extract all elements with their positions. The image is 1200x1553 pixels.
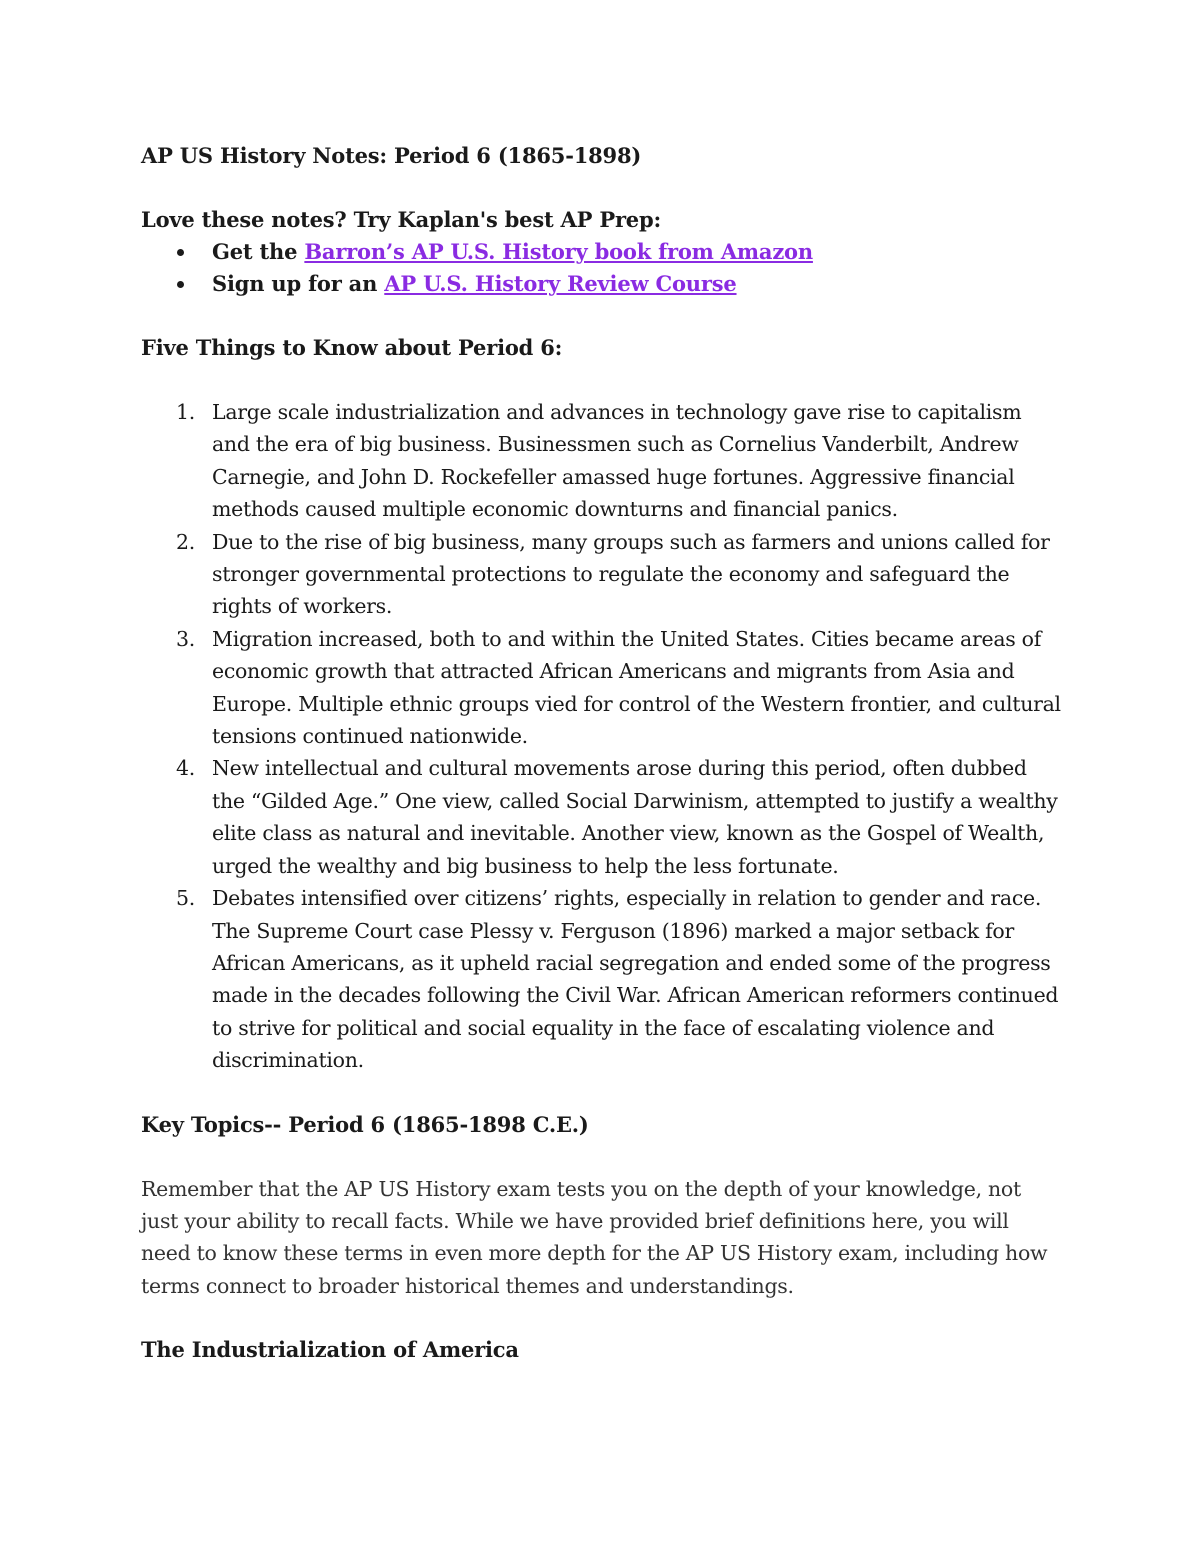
list-item-number: 5. — [176, 886, 195, 911]
promo-list — [141, 236, 1061, 300]
document-page — [141, 140, 1061, 1366]
list-item — [141, 882, 1061, 1076]
promo-item-prefix: Sign up for an — [212, 271, 385, 296]
list-item-text: Large scale industrialization and advances in technology gave rise to capitalism and the era of big business. Businessmen such as Cornelius Vanderbilt, Andrew Carnegie, and John D. Rockefeller amassed huge fortunes. Aggressive financial methods caused multiple economic downturns and financial panics. — [212, 400, 1022, 522]
five-things-list — [141, 396, 1061, 1077]
list-item — [141, 526, 1061, 623]
promo-item — [141, 236, 1061, 268]
promo-item — [141, 268, 1061, 300]
barrons-book-link[interactable]: Barron’s AP U.S. History book from Amazon — [304, 239, 813, 264]
list-item-number: 3. — [176, 626, 195, 651]
list-item — [141, 396, 1061, 526]
list-item — [141, 752, 1061, 882]
list-item-number: 4. — [176, 756, 195, 781]
five-things-heading: Five Things to Know about Period 6: — [141, 335, 563, 360]
list-item-number: 2. — [176, 529, 195, 554]
industrialization-heading: The Industrialization of America — [141, 1337, 519, 1363]
list-item-text: New intellectual and cultural movements arose during this period, often dubbed the “Gilded Age.” One view, called Social Darwinism, attempted to justify a wealthy elite class as natural and inevitable. Another view, known as the Gospel of Wealth, urged the wealthy and big business to help the less fortunate. — [212, 756, 1058, 878]
list-item-number: 1. — [176, 400, 195, 424]
bullet-icon — [177, 281, 184, 288]
bullet-icon — [177, 249, 184, 256]
document-title: AP US History Notes: Period 6 (1865-1898) — [141, 143, 642, 168]
list-item — [141, 623, 1061, 753]
key-topics-heading: Key Topics-- Period 6 (1865-1898 C.E.) — [141, 1111, 589, 1137]
review-course-link[interactable]: AP U.S. History Review Course — [384, 271, 737, 296]
promo-item-prefix: Get the — [212, 239, 305, 264]
list-item-text: Migration increased, both to and within the United States. Cities became areas of economic growth that attracted African Americans and migrants from Asia and Europe. Multiple ethnic groups vied for control of the Western frontier, and cultural tensions continued nationwide. — [212, 626, 1061, 749]
key-topics-body: Remember that the AP US History exam tests you on the depth of your knowledge, not just your ability to recall facts. While we have provided brief definitions here, you will need to know these terms in even more depth for the AP US History exam, including how terms connect to broader historical themes and understandings. — [141, 1176, 1048, 1298]
list-item-text: Due to the rise of big business, many groups such as farmers and unions called for stronger governmental protections to regulate the economy and safeguard the rights of workers. — [212, 529, 1050, 619]
list-item-text: Debates intensified over citizens’ rights, especially in relation to gender and race. The Supreme Court case Plessy v. Ferguson (1896) marked a major setback for African Americans, as it upheld racial segregation and ended some of the progress made in the decades following the Civil War. African American reformers continued to strive for political and social equality in the face of escalating violence and discrimination. — [212, 886, 1059, 1073]
promo-heading: Love these notes? Try Kaplan's best AP Prep: — [141, 207, 662, 232]
